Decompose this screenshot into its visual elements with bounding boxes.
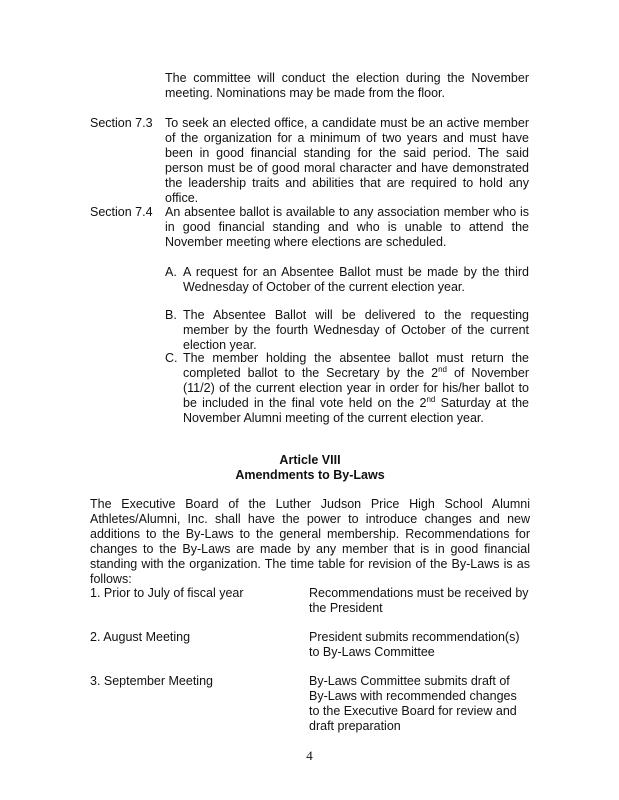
subitem-c-text-part-a: The member holding the absentee ballot must return the completed ballot to the Secretary by the 2 [183, 351, 529, 380]
subitem-b-letter: B. [165, 308, 177, 322]
page-number: 4 [306, 748, 313, 763]
subitem-c-superscript-b: nd [426, 395, 436, 404]
subitem-c-letter: C. [165, 351, 178, 365]
timetable-action-3: By-Laws Committee submits draft of By-Laws with recommended changes to the Executive Board for review and draft preparation [309, 674, 517, 733]
intro-paragraph: The committee will conduct the election during the November meeting. Nominations may be made from the floor. [165, 71, 529, 100]
section-7-4-label: Section 7.4 [90, 205, 153, 219]
subitem-a-letter: A. [165, 265, 177, 279]
section-7-4-text: An absentee ballot is available to any association member who is in good financial standing and who is unable to attend the November meeting where elections are scheduled. [165, 205, 529, 249]
timetable-action-2: President submits recommendation(s) to By-Laws Committee [309, 630, 520, 659]
subitem-b-text: The Absentee Ballot will be delivered to the requesting member by the fourth Wednesday of October of the current election year. [183, 308, 529, 352]
timetable-action-1: Recommendations must be received by the President [309, 586, 529, 615]
section-7-3-text: To seek an elected office, a candidate must be an active member of the organization for a minimum of two years and must have been in good financial standing for the said period. The said person must be of good moral character and have demonstrated the leadership traits and abilities that are required to hold any office. [165, 116, 529, 205]
subitem-c-text-part-c: Saturday at the November Alumni meeting of the current election year. [183, 396, 529, 425]
timetable-step-3: 3. September Meeting [90, 674, 213, 688]
timetable-step-1: 1. Prior to July of fiscal year [90, 586, 244, 600]
article-number: Article VIII [279, 453, 341, 467]
subitem-c-text [183, 351, 529, 426]
section-7-3-label: Section 7.3 [90, 116, 153, 130]
subitem-a-text: A request for an Absentee Ballot must be made by the third Wednesday of October of the current election year. [183, 265, 529, 294]
article-title: Amendments to By-Laws [235, 468, 385, 482]
subitem-c-text-part-b: of November (11/2) of the current election year in order for his/her ballot to be included in the final vote held on the 2 [183, 366, 529, 410]
timetable-step-2: 2. August Meeting [90, 630, 191, 644]
subitem-c-superscript-a: nd [438, 365, 447, 374]
amendments-paragraph: The Executive Board of the Luther Judson Price High School Alumni Athletes/Alumni, Inc. shall have the power to introduce changes and new additions to the By-Laws to the general membership. Recommendations for changes to the By-Laws are made by any member that is in good financial standing with the organization. The time table for revision of the By-Laws is as follows: [90, 497, 530, 586]
